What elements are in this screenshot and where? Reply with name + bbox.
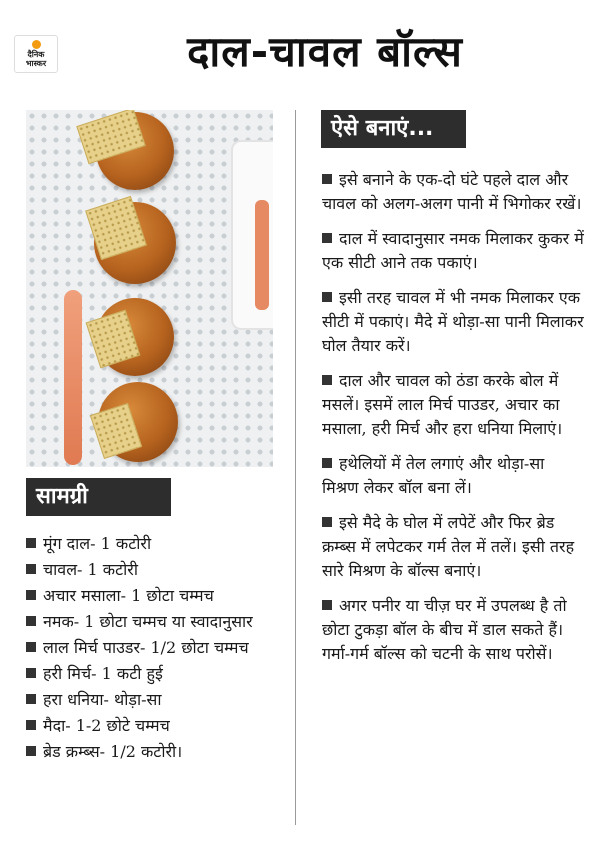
step-item: इसे बनाने के एक-दो घंटे पहले दाल और चावल को अलग-अलग पानी में भिगोकर रखें। — [322, 168, 584, 216]
ingredient-item: मैदा- 1-2 छोटे चम्मच — [26, 714, 288, 738]
steps-list — [322, 168, 584, 677]
step-item: अगर पनीर या चीज़ घर में उपलब्ध है तो छोटा टुकड़ा बॉल के बीच में डाल सकते हैं। गर्मा-गर्म बॉल्स को चटनी के साथ परोसें। — [322, 594, 584, 666]
step-item: इसे मैदे के घोल में लपेटें और फिर ब्रेड क्रम्ब्स में लपेटकर गर्म तेल में तलें। इसी तरह सारे मिश्रण के बॉल्स बनाएं। — [322, 511, 584, 583]
ingredients-list — [26, 532, 288, 766]
logo-line1: दैनिक — [27, 50, 45, 59]
column-divider — [295, 110, 296, 825]
brand-logo — [14, 35, 58, 73]
ingredient-item: ब्रेड क्रम्ब्स- 1/2 कटोरी। — [26, 740, 288, 764]
step-item: इसी तरह चावल में भी नमक मिलाकर एक सीटी में पकाएं। मैदे में थोड़ा-सा पानी मिलाकर घोल तैयार करें। — [322, 286, 584, 358]
step-item: दाल और चावल को ठंडा करके बोल में मसलें। इसमें लाल मिर्च पाउडर, अचार का मसाला, हरी मिर्च और हरा धनिया मिलाएं। — [322, 369, 584, 441]
sauce-drizzle — [64, 290, 82, 465]
page-title: दाल-चावल बॉल्स — [187, 27, 463, 76]
step-item: दाल में स्वादानुसार नमक मिलाकर कुकर में एक सीटी आने तक पकाएं। — [322, 227, 584, 275]
ingredient-item: मूंग दाल- 1 कटोरी — [26, 532, 288, 556]
ingredient-item: लाल मिर्च पाउडर- 1/2 छोटा चम्मच — [26, 636, 288, 660]
step-item: हथेलियों में तेल लगाएं और थोड़ा-सा मिश्रण लेकर बॉल बना लें। — [322, 452, 584, 500]
dish-photo — [26, 110, 273, 467]
sun-icon — [32, 40, 41, 49]
steps-heading: ऐसे बनाएं... — [321, 110, 466, 148]
logo-line2: भास्कर — [25, 59, 47, 68]
ingredient-item: नमक- 1 छोटा चम्मच या स्वादानुसार — [26, 610, 288, 634]
ingredient-item: अचार मसाला- 1 छोटा चम्मच — [26, 584, 288, 608]
ingredient-item: हरी मिर्च- 1 कटी हुई — [26, 662, 288, 686]
ingredient-item: हरा धनिया- थोड़ा-सा — [26, 688, 288, 712]
ingredients-heading: सामग्री — [26, 478, 171, 516]
plate-sauce — [255, 200, 269, 310]
ingredient-item: चावल- 1 कटोरी — [26, 558, 288, 582]
